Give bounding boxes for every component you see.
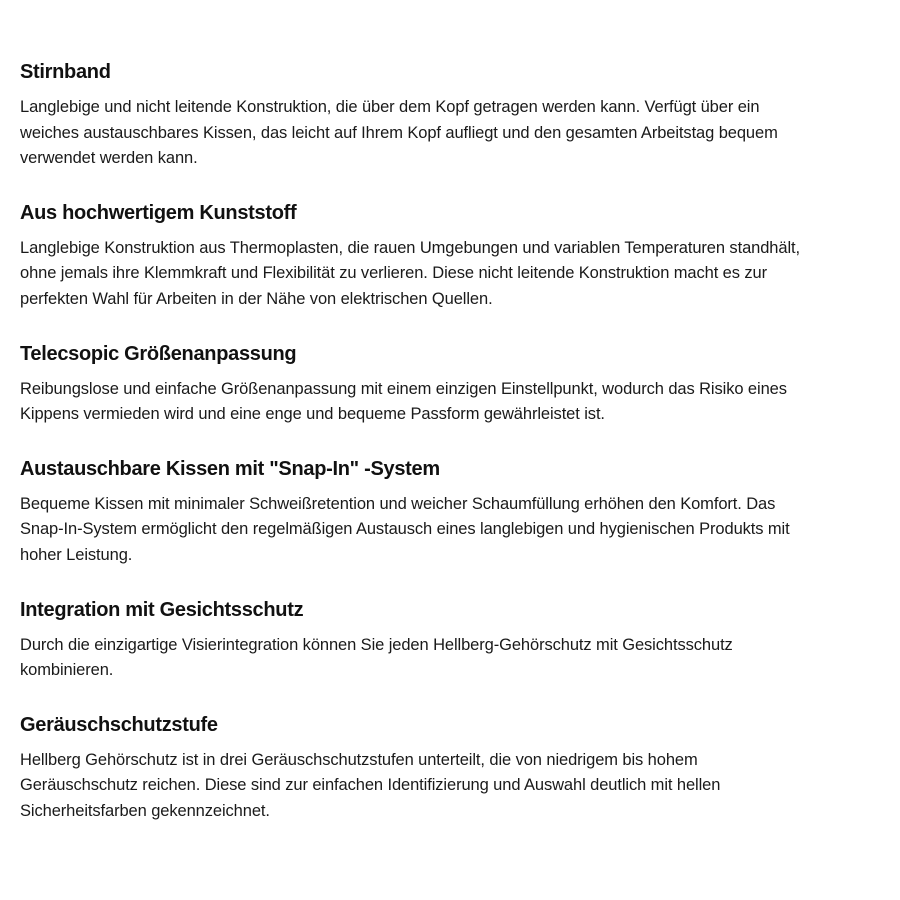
feature-description <box>20 95 880 172</box>
feature-description <box>20 236 880 313</box>
feature-section <box>20 199 880 313</box>
description-line: ohne jemals ihre Klemmkraft und Flexibilität zu verlieren. Diese nicht leitende Konstruktion macht es zur <box>20 264 768 283</box>
description-line: Langlebige Konstruktion aus Thermoplasten, die rauen Umgebungen und variablen Temperaturen standhält, <box>20 238 800 257</box>
feature-section <box>20 596 880 684</box>
description-line: Kippens vermieden wird und eine enge und bequeme Passform gewährleistet ist. <box>20 405 605 424</box>
description-line: verwendet werden kann. <box>20 149 198 168</box>
feature-heading: Telecsopic Größenanpassung <box>20 342 297 365</box>
feature-description <box>20 492 880 569</box>
feature-section <box>20 455 880 569</box>
description-line: perfekten Wahl für Arbeiten in der Nähe von elektrischen Quellen. <box>20 289 493 308</box>
feature-heading: Stirnband <box>20 61 111 83</box>
feature-heading: Austauschbare Kissen mit "Snap-In" -System <box>20 457 440 480</box>
feature-section <box>20 340 880 428</box>
description-line: Hellberg Gehörschutz ist in drei Geräuschschutzstufen unterteilt, die von niedrigem bis hohem <box>20 750 698 769</box>
feature-section <box>20 58 880 172</box>
feature-description <box>20 377 880 428</box>
feature-description <box>20 748 880 825</box>
description-line: kombinieren. <box>20 661 114 680</box>
description-line: Geräuschschutz reichen. Diese sind zur einfachen Identifizierung und Auswahl deutlich mit hellen <box>20 776 721 795</box>
description-line: Durch die einzigartige Visierintegration können Sie jeden Hellberg-Gehörschutz mit Gesichtsschutz <box>20 635 733 654</box>
description-line: Sicherheitsfarben gekennzeichnet. <box>20 801 270 820</box>
description-line: Reibungslose und einfache Größenanpassung mit einem einzigen Einstellpunkt, wodurch das Risiko eines <box>20 379 787 398</box>
description-line: hoher Leistung. <box>20 545 133 564</box>
description-line: Langlebige und nicht leitende Konstruktion, die über dem Kopf getragen werden kann. Verfügt über ein <box>20 98 760 116</box>
feature-description <box>20 633 880 684</box>
description-line: Bequeme Kissen mit minimaler Schweißretention und weicher Schaumfüllung erhöhen den Komfort. Das <box>20 494 776 513</box>
description-line: weiches austauschbares Kissen, das leicht auf Ihrem Kopf aufliegt und den gesamten Arbeitstag bequem <box>20 123 778 142</box>
feature-heading: Integration mit Gesichtsschutz <box>20 598 304 621</box>
feature-heading: Geräuschschutzstufe <box>20 713 218 736</box>
feature-heading: Aus hochwertigem Kunststoff <box>20 201 297 224</box>
description-line: Snap-In-System ermöglicht den regelmäßigen Austausch eines langlebigen und hygienischen Produkts mit <box>20 520 790 539</box>
feature-section <box>20 711 880 825</box>
